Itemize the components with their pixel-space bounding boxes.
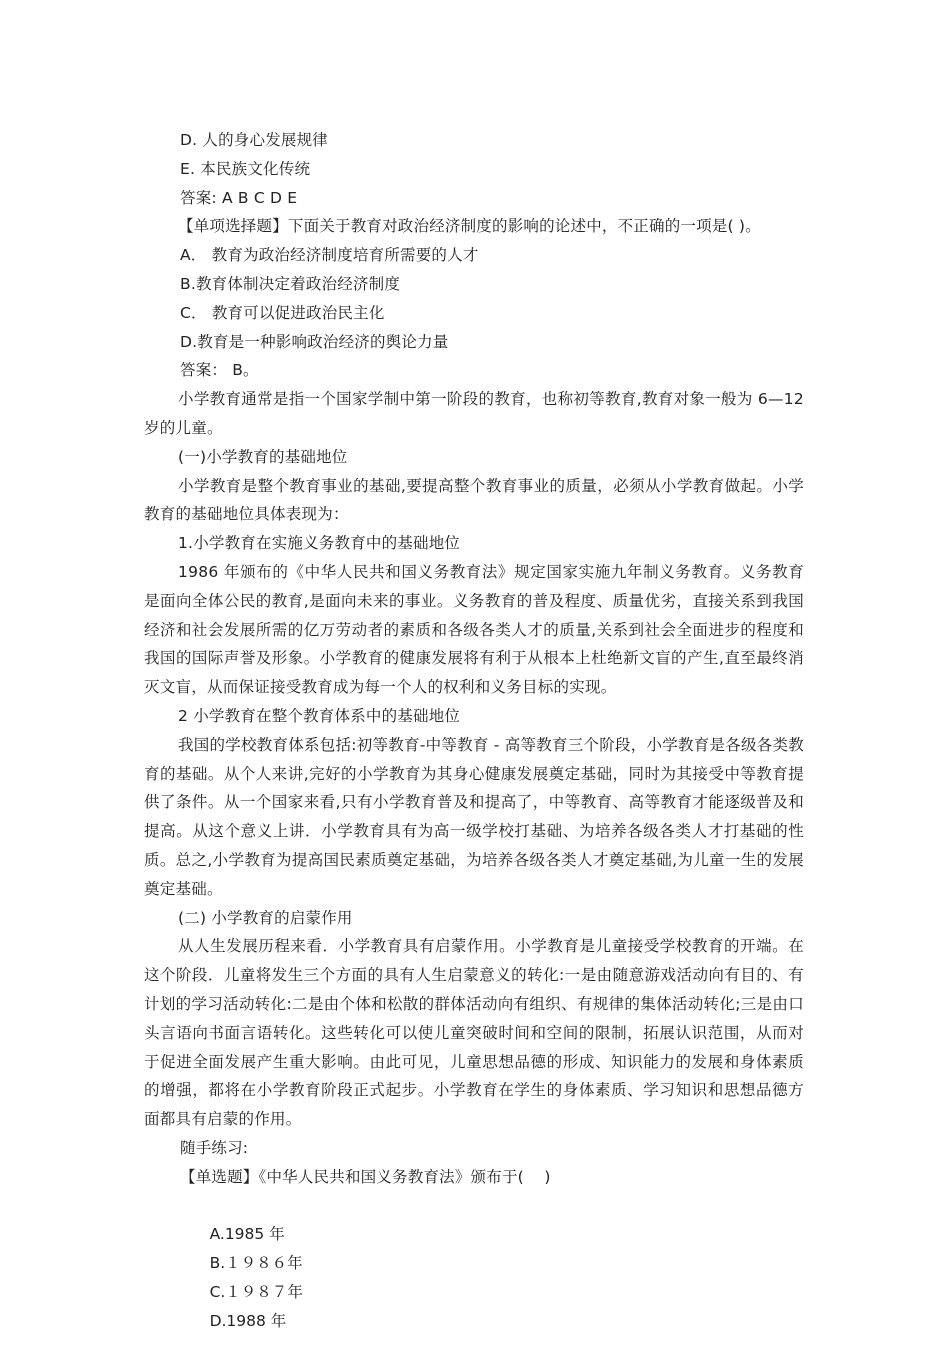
section2-heading: (二) 小学教育的启蒙作用 <box>178 908 353 927</box>
question1-stem: 【单项选择题】下面关于教育对政治经济制度的影响的论述中，不正确的一项是( )。 <box>178 217 761 236</box>
practice-stem: 【单选题】《中华人民共和国义务教育法》颁布于( ) <box>180 1167 551 1186</box>
question1-option-b: B.教育体制决定着政治经济制度 <box>180 274 401 293</box>
section1-sub2-heading: 2 小学教育在整个教育体系中的基础地位 <box>178 706 461 725</box>
practice-option-a: A.1985 年 <box>209 1225 285 1244</box>
question1-option-a: A． 教育为政治经济制度培育所需要的人才 <box>180 246 479 265</box>
practice-option-b: B.１９８６年 <box>209 1254 303 1273</box>
section1-paragraph: 小学教育是整个教育事业的基础,要提高整个教育事业的质量，必须从小学教育做起。小学教育的基础地位具体表现为： <box>144 476 804 524</box>
intro-paragraph: 小学教育通常是指一个国家学制中第一阶段的教育，也称初等教育,教育对象一般为 6—12 岁的儿童。 <box>144 390 804 437</box>
practice-options <box>144 1191 804 1364</box>
prev-answer: 答案: A B C D E <box>180 188 298 207</box>
section1-sub1-paragraph: 1986 年颁布的《中华人民共和国义务教育法》规定国家实施九年制义务教育。义务教育是面向全体公民的教育,是面向未来的事业。义务教育的普及程度、质量优劣，直接关系到我国经济和社会发展所需的亿万劳动者的素质和各级各类人才的质量,关系到社会全面进步的程度和我国的国际声誉及形象。小学教育的健康发展将有利于从根本上杜绝新文盲的产生,直至最终消灭文盲，从而保证接受教育成为每一个人的权利和义务目标的实现。 <box>144 562 804 697</box>
document-body <box>144 126 804 1364</box>
practice-option-c: C.１９８７年 <box>209 1282 303 1301</box>
section1-sub2-paragraph: 我国的学校教育体系包括:初等教育-中等教育 - 高等教育三个阶段，小学教育是各级各类教育的基础。从个人来讲,完好的小学教育为其身心健康发展奠定基础，同时为其接受中等教育提供了条件。从一个国家来看,只有小学教育普及和提高了，中等教育、高等教育才能逐级普及和提高。从这个意义上讲．小学教育具有为高一级学校打基础、为培养各级各类人才打基础的性质。总之,小学教育为提高国民素质奠定基础，为培养各级各类人才奠定基础,为儿童一生的发展奠定基础。 <box>144 735 805 898</box>
section2-paragraph: 从人生发展历程来看．小学教育具有启蒙作用。小学教育是儿童接受学校教育的开端。在这个阶段．儿童将发生三个方面的具有人生启蒙意义的转化:一是由随意游戏活动向有目的、有计划的学习活动转化:二是由个体和松散的群体活动向有组织、有规律的集体活动转化;三是由口头言语向书面言语转化。这些转化可以使儿童突破时间和空间的限制，拓展认识范围，从而对于促进全面发展产生重大影响。由此可见，儿童思想品德的形成、知识能力的发展和身体素质的增强，都将在小学教育阶段正式起步。小学教育在学生的身体素质、学习知识和思想品德方面都具有启蒙的作用。 <box>144 937 804 1129</box>
section1-heading: (一)小学教育的基础地位 <box>178 447 348 466</box>
practice-option-d: D.1988 年 <box>209 1311 287 1330</box>
prev-option-d: D. 人的身心发展规律 <box>180 131 328 149</box>
practice-heading: 随手练习: <box>180 1138 249 1157</box>
prev-option-e: E. 本民族文化传统 <box>180 159 311 178</box>
question1-option-c: C． 教育可以促进政治民主化 <box>180 303 385 322</box>
question1-option-d: D.教育是一种影响政治经济的舆论力量 <box>180 332 449 351</box>
question1-answer: 答案： B。 <box>180 361 259 380</box>
section1-sub1-heading: 1.小学教育在实施义务教育中的基础地位 <box>178 534 461 553</box>
